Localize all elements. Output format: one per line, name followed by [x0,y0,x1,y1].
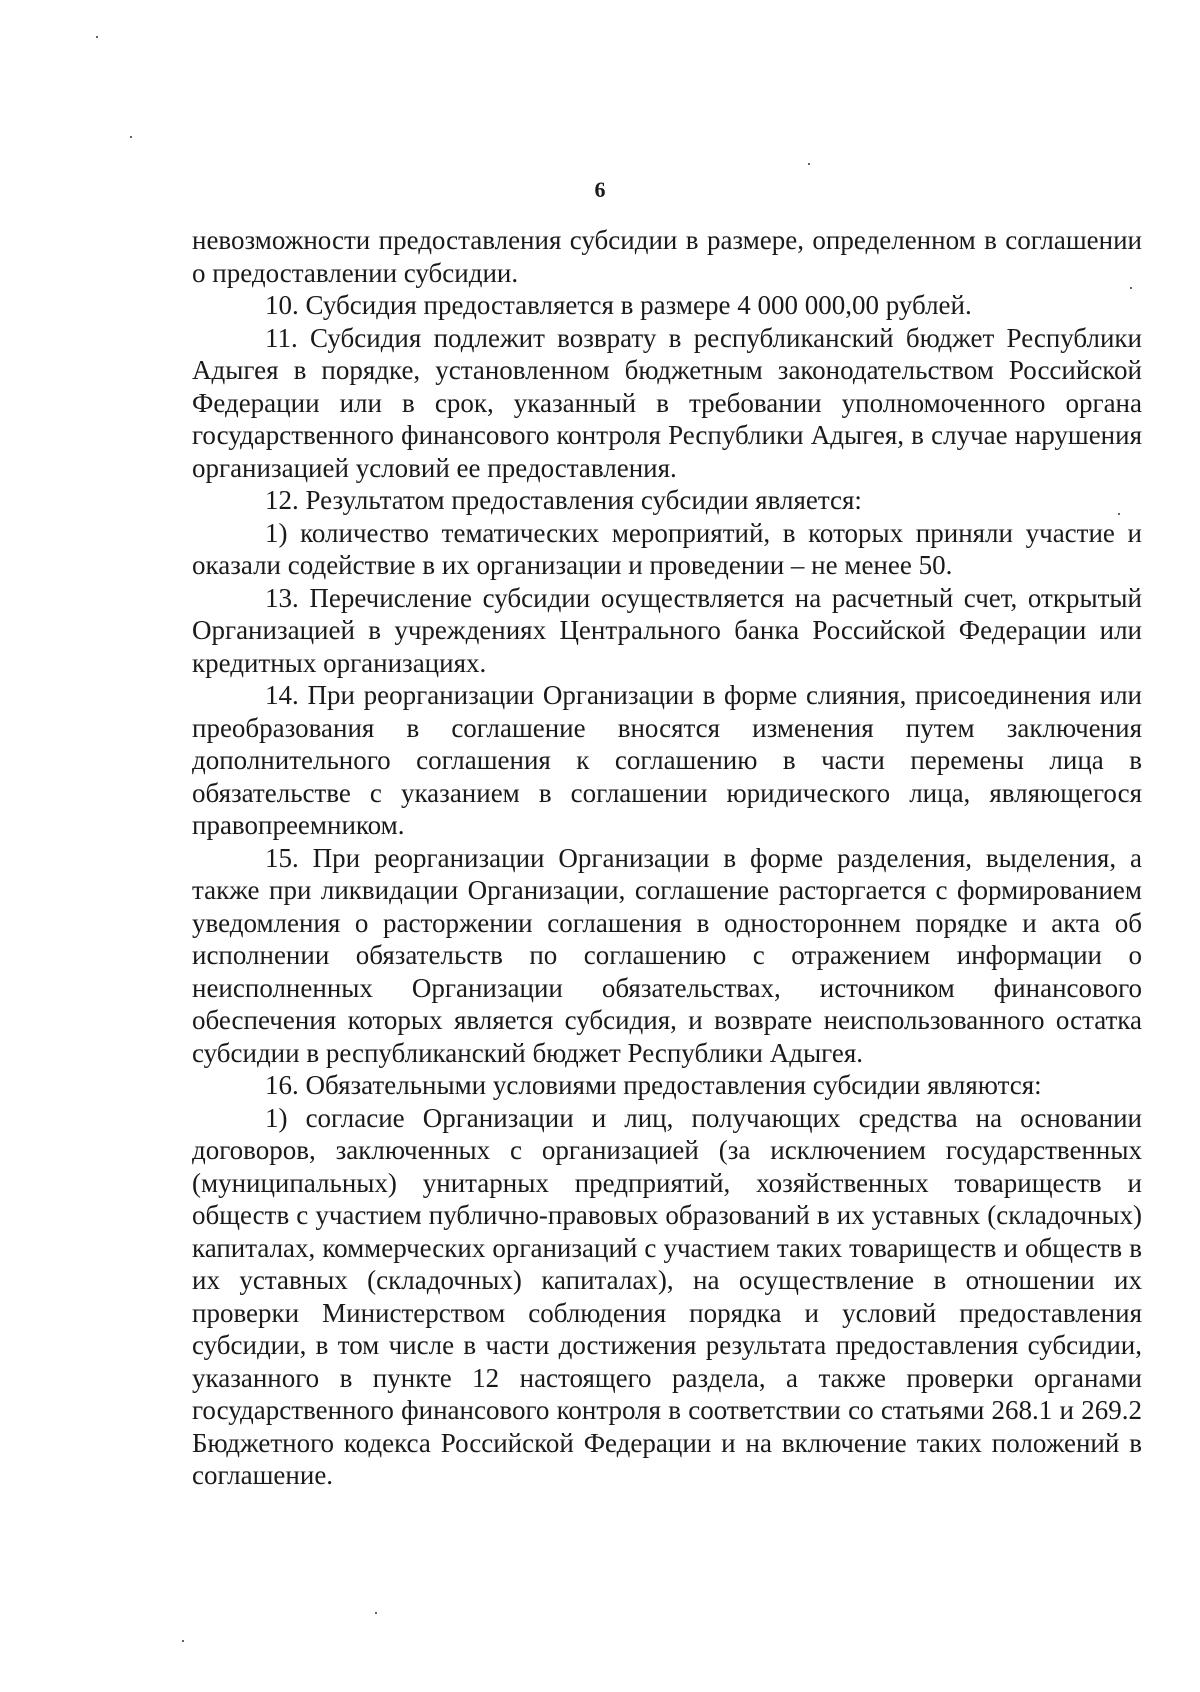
paragraph-11: 11. Субсидия подлежит возврату в республиканский бюджет Республики Адыгея в порядке, установленном бюджетным законодательством Российской Федерации или в срок, указанный в требовании уполномоченного органа государственного финансового контроля Республики Адыгея, в случае нарушения организацией условий ее предоставления. [192,322,1142,483]
paragraph-10: 10. Субсидия предоставляется в размере 4 000 000,00 рублей. [265,290,972,320]
paragraph-16-item-1: 1) согласие Организации и лиц, получающих средства на основании договоров, заключенных с организацией (за исключением государственных (муниципальных) унитарных предприятий, хозяйственных товариществ и обществ с участием публично-правовых образований в их уставных (складочных) капиталах, коммерческих организаций с участием таких товариществ и обществ в их уставных (складочных) капиталах), на осуществление в отношении их проверки Министерством соблюдения порядка и условий предоставления субсидии, в том числе в части достижения результата предоставления субсидии, указанного в пункте 12 настоящего раздела, а также проверки органами государственного финансового контроля в соответствии со статьями 268.1 и 269.2 Бюджетного кодекса Российской Федерации и на включение таких положений в соглашение. [192,1102,1142,1490]
paragraph-14: 14. При реорганизации Организации в форме слияния, присоединения или преобразования в соглашение вносятся изменения путем заключения дополнительного соглашения к соглашению в части перемены лица в обязательстве с указанием в соглашении юридического лица, являющегося правопреемником. [192,680,1142,840]
paragraph-12: 12. Результатом предоставления субсидии является: [265,485,862,515]
scan-speck [96,36,98,38]
scan-speck [808,163,810,165]
paragraph-continuation: невозможности предоставления субсидии в размере, определенном в соглашении о предоставлении субсидии. [192,225,1142,288]
scan-speck [375,1612,377,1614]
scan-speck [130,136,132,138]
paragraph-15: 15. При реорганизации Организации в форме разделения, выделения, а также при ликвидации Организации, соглашение расторгается с формированием уведомления о расторжении соглашения в одностороннем порядке и акта об исполнении обязательств по соглашению с отражением информации о неисполненных Организации обязательствах, источником финансового обеспечения которых является субсидия, и возврате неиспользованного остатка субсидии в республиканский бюджет Республики Адыгея. [192,842,1142,1068]
document-body [192,224,1142,1492]
paragraph-12-item-1: 1) количество тематических мероприятий, в которых приняли участие и оказали содействие в их организации и проведении – не менее 50. [192,517,1142,580]
paragraph-13: 13. Перечисление субсидии осуществляется на расчетный счет, открытый Организацией в учреждениях Центрального банка Российской Федерации или кредитных организациях. [192,582,1142,678]
paragraph-16: 16. Обязательными условиями предоставления субсидии являются: [265,1070,1042,1100]
scan-speck [182,1640,184,1642]
page-number: 6 [594,177,606,202]
